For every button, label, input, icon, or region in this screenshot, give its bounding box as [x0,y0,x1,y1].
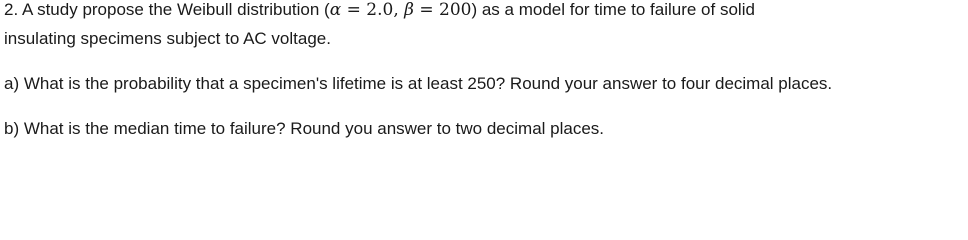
question-part-a: a) What is the probability that a specimen's lifetime is at least 250? Round your answer to four decimal places. [4,74,833,93]
weibull-parameters [330,0,472,20]
beta-value: 200 [439,0,472,20]
problem-statement-line-2: insulating specimens subject to AC voltage. [4,29,331,48]
parameter-comma: , [393,0,399,20]
beta-symbol: β [404,0,414,20]
problem-intro-text: 2. A study propose the Weibull distribution ( [4,0,330,19]
alpha-equals: = [346,0,361,20]
beta-equals: = [419,0,434,20]
problem-intro-continuation: ) as a model for time to failure of solid [471,0,755,19]
problem-statement-line-1 [4,0,755,20]
question-part-b: b) What is the median time to failure? Round you answer to two decimal places. [4,119,605,138]
alpha-value: 2.0 [366,0,394,20]
alpha-symbol: α [329,0,342,20]
